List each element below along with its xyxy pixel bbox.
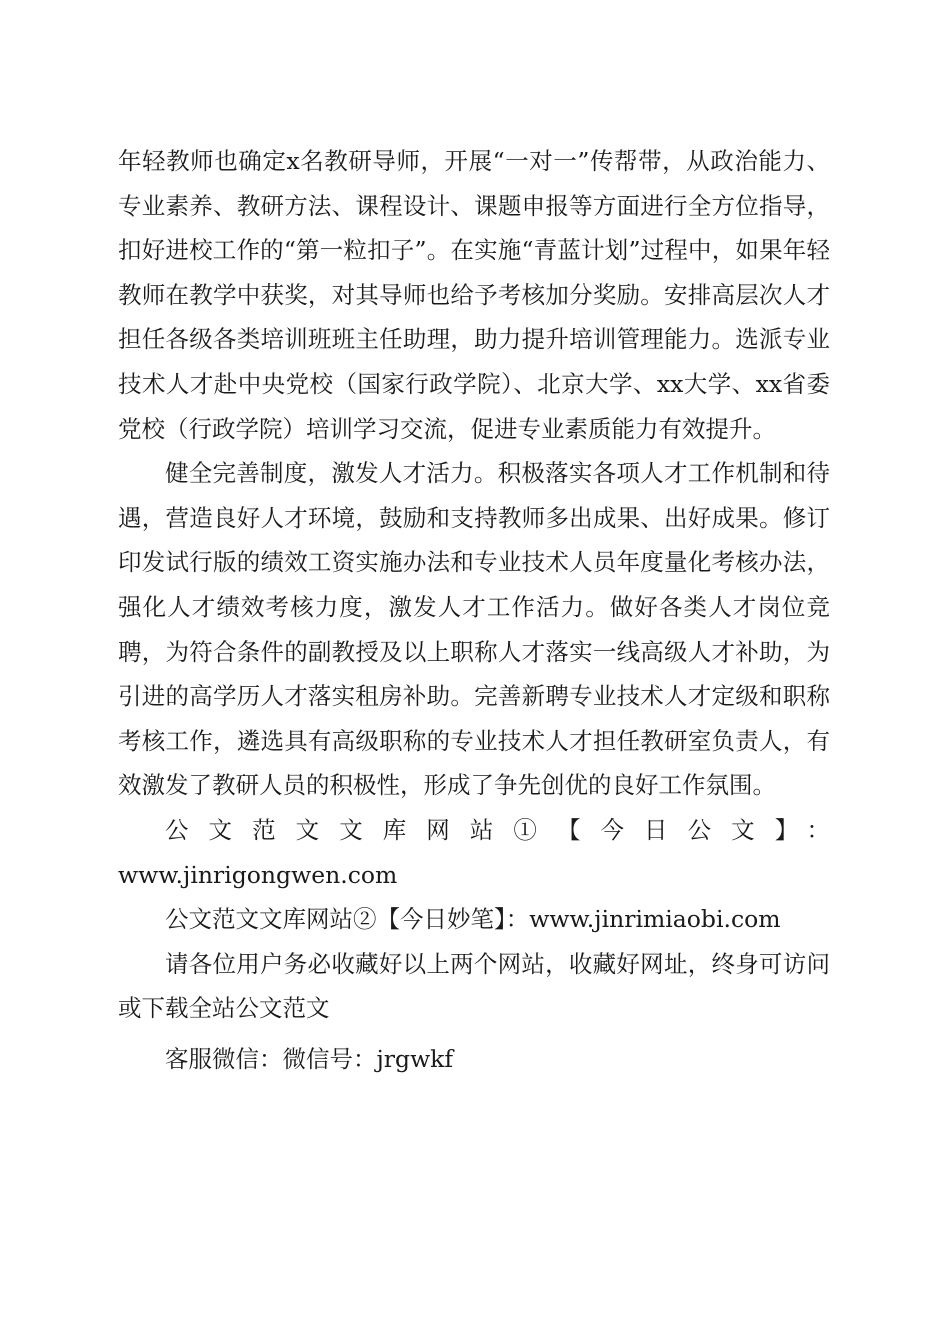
body-paragraph-1: 年轻教师也确定x名教研导师，开展“一对一”传帮带，从政治能力、专业素养、教研方法、课程设计、课题申报等方面进行全方位指导，扣好进校工作的“第一粒扣子”。在实施“青蓝计划”过程中，如果年轻教师在教学中获奖，对其导师也给予考核加分奖励。安排高层次人才担任各级各类培训班班主任助理，助力提升培训管理能力。选派专业技术人才赴中央党校（国家行政学院）、北京大学、xx大学、xx省委党校（行政学院）培训学习交流，促进专业素质能力有效提升。 [118,147,830,443]
site2-line[interactable]: 公文范文文库网站②【今日妙笔】：www.jinrimiaobi.com [165,905,781,934]
customer-service-line: 客服微信：微信号：jrgwkf [165,1044,454,1073]
site1-url[interactable]: www.jinrigongwen.com [118,860,398,889]
document-body [118,139,830,1081]
site1-label: 公文范文文库网站①【今日公文】： [165,815,830,844]
notice-paragraph: 请各位用户务必收藏好以上两个网站，收藏好网址，终身可访问或下载全站公文范文 [118,949,830,1023]
body-paragraph-2: 健全完善制度，激发人才活力。积极落实各项人才工作机制和待遇，营造良好人才环境，鼓励和支持教师多出成果、出好成果。修订印发试行版的绩效工资实施办法和专业技术人员年度量化考核办法，强化人才绩效考核力度，激发人才工作活力。做好各类人才岗位竞聘，为符合条件的副教授及以上职称人才落实一线高级人才补助，为引进的高学历人才落实租房补助。完善新聘专业技术人才定级和职称考核工作，遴选具有高级职称的专业技术人才担任教研室负责人，有效激发了教研人员的积极性，形成了争先创优的良好工作氛围。 [118,459,830,800]
